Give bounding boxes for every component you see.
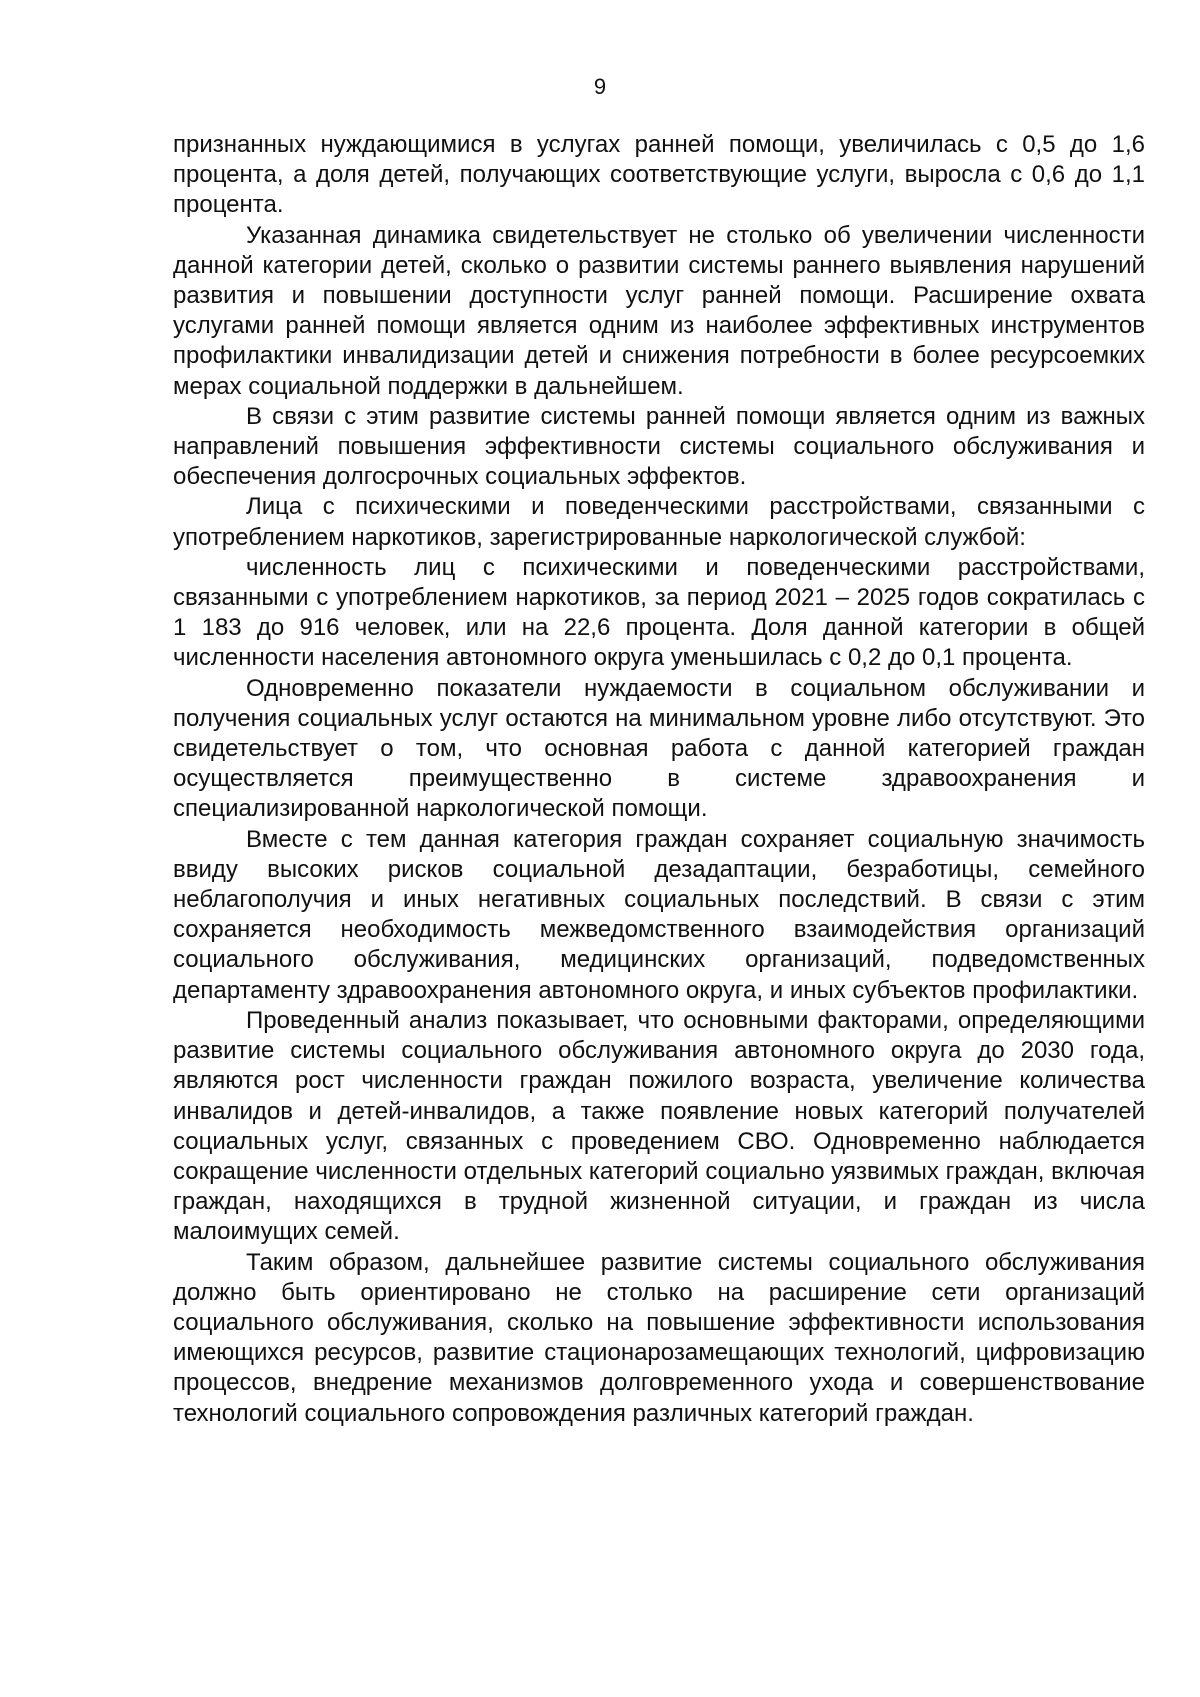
paragraph-category-heading: Лица с психическими и поведенческими расстройствами, связанными с употреблением наркотиков, зарегистрированные наркологической службой: [173, 493, 1145, 551]
paragraph-social-significance: Вместе с тем данная категория граждан сохраняет социальную значимость ввиду высоких рисков социальной дезадаптации, безработицы, семейного неблагополучия и иных негативных социальных последствий. В связи с этим сохраняется необходимость межведомственного взаимодействия организаций социального обслуживания, медицинских организаций, подведомственных департаменту здравоохранения автономного округа, и иных субъектов профилактики. [173, 825, 1145, 1004]
paragraph-analysis: Проведенный анализ показывает, что основными факторами, определяющими развитие системы социального обслуживания автономного округа до 2030 года, являются рост численности граждан пожилого возраста, увеличение количества инвалидов и детей-инвалидов, а также появление новых категорий получателей социальных услуг, связанных с проведением СВО. Одновременно наблюдается сокращение численности отдельных категорий социально уязвимых граждан, включая граждан, находящихся в трудной жизненной ситуации, и граждан из числа малоимущих семей. [173, 1006, 1145, 1246]
body-text [173, 130, 1145, 1429]
page-number: 9 [593, 74, 607, 99]
paragraph-drug-statistics: численность лиц с психическими и поведенческими расстройствами, связанными с употреблением наркотиков, за период 2021 – 2025 годов сократилась с 1 183 до 916 человек, или на 22,6 процента. Доля данной категории в общей численности населения автономного округа уменьшилась с 0,2 до 0,1 процента. [173, 553, 1145, 672]
paragraph-conclusion: Таким образом, дальнейшее развитие системы социального обслуживания должно быть ориентировано не столько на расширение сети организаций социального обслуживания, сколько на повышение эффективности использования имеющихся ресурсов, развитие стационарозамещающих технологий, цифровизацию процессов, внедрение механизмов долговременного ухода и совершенствование технологий социального сопровождения различных категорий граждан. [173, 1248, 1145, 1427]
paragraph-continuation: признанных нуждающимися в услугах ранней помощи, увеличилась с 0,5 до 1,6 процента, а доля детей, получающих соответствующие услуги, выросла с 0,6 до 1,1 процента. [173, 131, 1145, 219]
paragraph-early-help: В связи с этим развитие системы ранней помощи является одним из важных направлений повышения эффективности системы социального обслуживания и обеспечения долгосрочных социальных эффектов. [173, 402, 1145, 491]
paragraph-needs-indicators: Одновременно показатели нуждаемости в социальном обслуживании и получения социальных услуг остаются на минимальном уровне либо отсутствуют. Это свидетельствует о том, что основная работа с данной категорией граждан осуществляется преимущественно в системе здравоохранения и специализированной наркологической помощи. [173, 674, 1145, 823]
paragraph-dynamics: Указанная динамика свидетельствует не столько об увеличении численности данной категории детей, сколько о развитии системы раннего выявления нарушений развития и повышении доступности услуг ранней помощи. Расширение охвата услугами ранней помощи является одним из наиболее эффективных инструментов профилактики инвалидизации детей и снижения потребности в более ресурсоемких мерах социальной поддержки в дальнейшем. [173, 221, 1145, 400]
